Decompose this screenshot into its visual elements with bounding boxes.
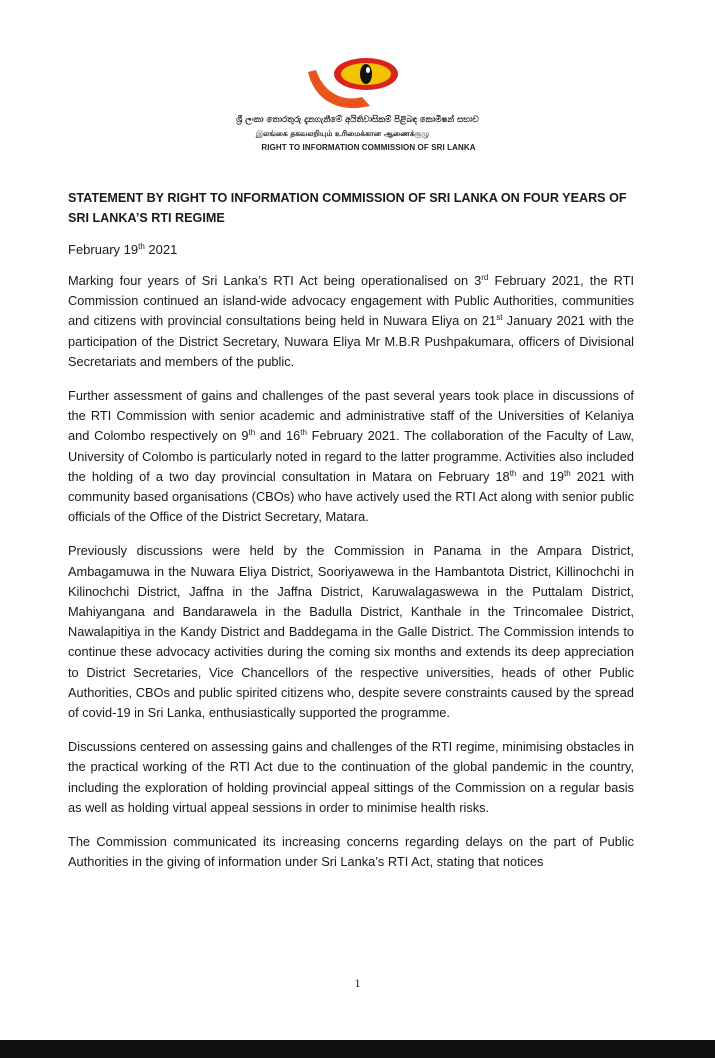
- paragraph-1: Marking four years of Sri Lanka’s RTI Act being operationalised on 3rd February 2021, the RTI Commission continued an island-wide advocacy engagement with Public Authorities, communities and citizens with provincial consultations being held in Nuwara Eliya on 21st January 2021 with the participation of the District Secretary, Nuwara Eliya Mr M.B.R Pushpakumara, officers of Divisional Secretariats and members of the public.: [68, 273, 635, 369]
- document-date: February 19th 2021: [68, 242, 178, 257]
- document-title: STATEMENT BY RIGHT TO INFORMATION COMMISSION OF SRI LANKA ON FOUR YEARS OF SRI LANKA’S RTI REGIME: [68, 191, 627, 225]
- paragraph-4: Discussions centered on assessing gains and challenges of the RTI regime, minimising obstacles in the practical working of the RTI Act due to the continuation of the global pandemic in the country, including the exploration of holding provincial appeal sittings of the Commission on a regular basis as well as holding virtual appeal sessions in order to minimise health risks.: [68, 739, 634, 815]
- rti-commission-logo: [300, 52, 410, 118]
- bottom-edge: [0, 1040, 715, 1058]
- org-name-tamil: இலங்கை தகவலறியும் உரிமைக்கான ஆணைக்குழு: [255, 129, 430, 138]
- paragraph-5: The Commission communicated its increasing concerns regarding delays on the part of Public Authorities in the giving of information under Sri Lanka’s RTI Act, stating that notices: [68, 834, 634, 870]
- paragraph-2: Further assessment of gains and challenges of the past several years took place in discussions of the RTI Commission with senior academic and administrative staff of the Universities of Kelaniya and Colombo respectively on 9th and 16th February 2021. The collaboration of the Faculty of Law, University of Colombo is particularly noted in regard to the latter programme. Activities also included the holding of a two day provincial consultation in Matara on February 18th and 19th 2021 with community based organisations (CBOs) who have actively used the RTI Act along with senior public officials of the Office of the District Secretary, Matara.: [68, 388, 635, 525]
- page-number: 1: [354, 976, 361, 990]
- org-name-sinhala: ශ්‍රී ලංකා තොරතුරු දැනගැනීමේ අයිතිවාසිකම් පිළිබඳ කොමිෂන් සභාව: [236, 115, 479, 125]
- paragraph-3: Previously discussions were held by the Commission in Panama in the Ampara District, Ambagamuwa in the Nuwara Eliya District, Sooriyawewa in the Hambantota District, Killinochchi in Kilinochchi District, Jaffna in the Jaffna District, Karuwalagaswewa in the Puttalam District, Mahiyangana and Bandarawela in the Badulla District, Kanthale in the Trincomalee District, Nawalapitiya in the Kandy District and Baddegama in the Galle District. The Commission intends to continue these advocacy activities during the coming six months and extends its deep appreciation to District Secretaries, Vice Chancellors of the respective universities, heads of other Public Authorities, CBOs and public spirited citizens who, despite severe constraints caused by the spread of covid-19 in Sri Lanka, enthusiastically supported the programme.: [68, 543, 634, 721]
- logo-eye-pupil: [360, 64, 372, 84]
- organization-name-block: [0, 114, 715, 154]
- logo-eye-highlight: [366, 67, 370, 73]
- document-content: [68, 188, 634, 886]
- org-name-english: RIGHT TO INFORMATION COMMISSION OF SRI LANKA: [261, 143, 476, 152]
